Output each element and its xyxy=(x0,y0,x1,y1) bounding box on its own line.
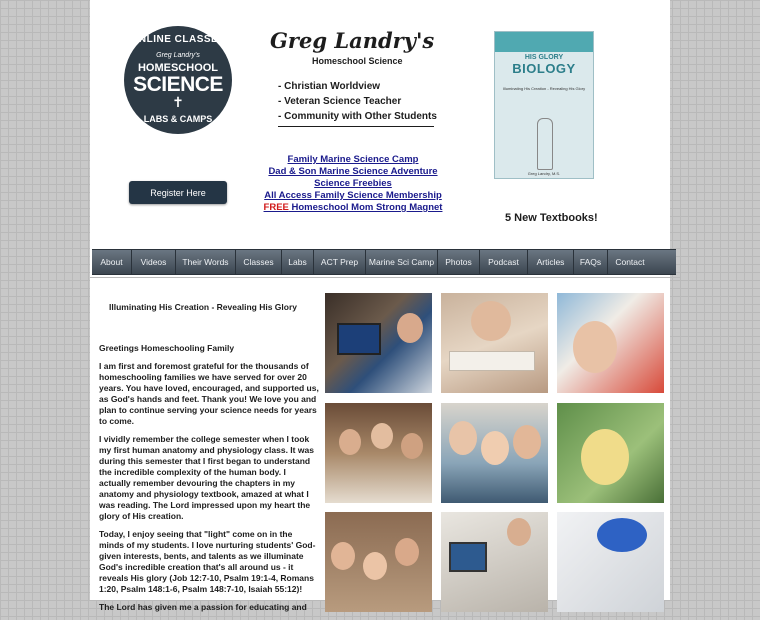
nav-underline xyxy=(90,277,680,278)
logo-byline: Greg Landry's xyxy=(156,52,200,59)
intro-text xyxy=(99,343,319,620)
nav-contact[interactable]: Contact xyxy=(615,257,645,267)
paragraph: I vividly remember the college semester when I took my first human anatomy and physiology class. It was during this semester that I first began to understand the incredible complexity of the human body. I actually remember devouring the chapters in my anatomy and physiology textbook, amazed at what I was reading. The Lord impressed upon my heart the glory of His creation. xyxy=(99,434,314,521)
brand-subtitle: Homeschool Science xyxy=(312,56,403,66)
site-logo[interactable] xyxy=(124,26,232,134)
photo-hand xyxy=(471,301,511,341)
photo-student-computer[interactable] xyxy=(325,293,432,393)
logo-line2: SCIENCE xyxy=(133,73,223,96)
photo-face xyxy=(339,429,361,455)
nav-photos[interactable]: Photos xyxy=(438,250,480,274)
logo-line1: HOMESCHOOL xyxy=(137,62,219,74)
link-dad-son-adventure[interactable]: Dad & Son Marine Science Adventure xyxy=(268,166,438,177)
feature-item: - Veteran Science Teacher xyxy=(278,96,402,107)
photo-face xyxy=(513,425,541,459)
nav-labs[interactable]: Labs xyxy=(282,250,314,274)
photo-dissection[interactable] xyxy=(557,512,664,612)
cover-band xyxy=(495,32,593,52)
nav-about[interactable]: About xyxy=(92,250,132,274)
magnet-label: Homeschool Mom Strong Magnet xyxy=(288,202,443,213)
nav-articles[interactable]: Articles xyxy=(528,250,574,274)
link-magnet[interactable] xyxy=(258,202,448,214)
nav-faqs[interactable]: FAQs xyxy=(574,250,608,274)
nav-their-words[interactable]: Their Words xyxy=(176,250,236,274)
cover-title-top: HIS GLORY xyxy=(524,54,564,61)
photo-face xyxy=(573,321,617,373)
photo-glove xyxy=(597,518,647,552)
cross-icon: ✝ xyxy=(172,94,184,110)
photo-face xyxy=(401,433,423,459)
photo-face xyxy=(395,538,419,566)
photo-face xyxy=(449,421,477,455)
photo-laptop[interactable] xyxy=(441,512,548,612)
divider xyxy=(278,126,434,127)
photo-face xyxy=(363,552,387,580)
photo-face xyxy=(331,542,355,570)
photo-face xyxy=(371,423,393,449)
nav-videos[interactable]: Videos xyxy=(132,250,176,274)
cover-title-main: BIOLOGY xyxy=(512,61,576,76)
page xyxy=(90,0,670,612)
feature-list xyxy=(278,79,437,124)
paragraph: The Lord has given me a passion for educating and xyxy=(99,602,307,612)
greeting: Greetings Homeschooling Family xyxy=(99,343,235,353)
free-label: FREE xyxy=(263,202,289,213)
feature-item: - Community with Other Students xyxy=(278,111,437,122)
photo-egg-object xyxy=(581,429,629,485)
photo-face xyxy=(481,431,509,465)
main-nav xyxy=(92,249,676,275)
register-button[interactable]: Register Here xyxy=(129,181,227,204)
paragraph: Today, I enjoy seeing that "light" come on in the minds of my students. I love nurturing students' God-given interests, bents, and talents as we illuminate God's incredible creation that's all around us - it reveals His glory (Job 12:7-10, Psalm 19:1-4, Romans 1:20, Psalm 148:1-6, Psalm 148:7-10, Isaiah 55:12)! xyxy=(99,529,316,594)
photo-face xyxy=(507,518,531,546)
photo-lab-slide[interactable] xyxy=(441,293,548,393)
page-heading: Illuminating His Creation - Revealing His Glory xyxy=(109,302,297,312)
nav-act-prep[interactable]: ACT Prep xyxy=(314,250,366,274)
photo-monitor xyxy=(337,323,381,355)
photo-slide xyxy=(449,351,535,371)
cover-subtitle: Illuminating His Creation - Revealing His Glory xyxy=(502,86,586,91)
cover-author: Greg Landry, M.S. xyxy=(527,171,561,176)
nav-marine-sci-camp[interactable]: Marine Sci Camp xyxy=(366,250,438,274)
photo-student-smile[interactable] xyxy=(557,293,664,393)
feature-item: - Christian Worldview xyxy=(278,81,381,92)
logo-ring-top: ONLINE CLASSES xyxy=(130,34,226,45)
photo-laptop-screen xyxy=(449,542,487,572)
nav-podcast[interactable]: Podcast xyxy=(480,250,528,274)
photo-family[interactable] xyxy=(325,512,432,612)
paragraph: I am first and foremost grateful for the thousands of homeschooling families we have served for over 20 years. You have loved, encouraged, and supported us, as God's hands and feet. Thank you! We love you and plan to continue serving your science needs for years to come. xyxy=(99,361,319,426)
promo-links xyxy=(258,154,448,214)
cover-title xyxy=(495,54,593,76)
link-membership[interactable]: All Access Family Science Membership xyxy=(264,190,442,201)
textbook-cover[interactable] xyxy=(494,31,594,179)
new-textbooks-label[interactable]: 5 New Textbooks! xyxy=(505,212,598,224)
photo-three-girls[interactable] xyxy=(441,403,548,503)
link-science-freebies[interactable]: Science Freebies xyxy=(314,178,392,189)
photo-group-lab[interactable] xyxy=(325,403,432,503)
photo-egg[interactable] xyxy=(557,403,664,503)
skeleton-icon xyxy=(537,118,553,170)
photo-figure xyxy=(397,313,423,343)
link-marine-camp[interactable]: Family Marine Science Camp xyxy=(287,154,419,165)
nav-classes[interactable]: Classes xyxy=(236,250,282,274)
logo-ring-bottom: LABS & CAMPS xyxy=(143,114,213,124)
brand-title: Greg Landry's xyxy=(270,28,435,53)
